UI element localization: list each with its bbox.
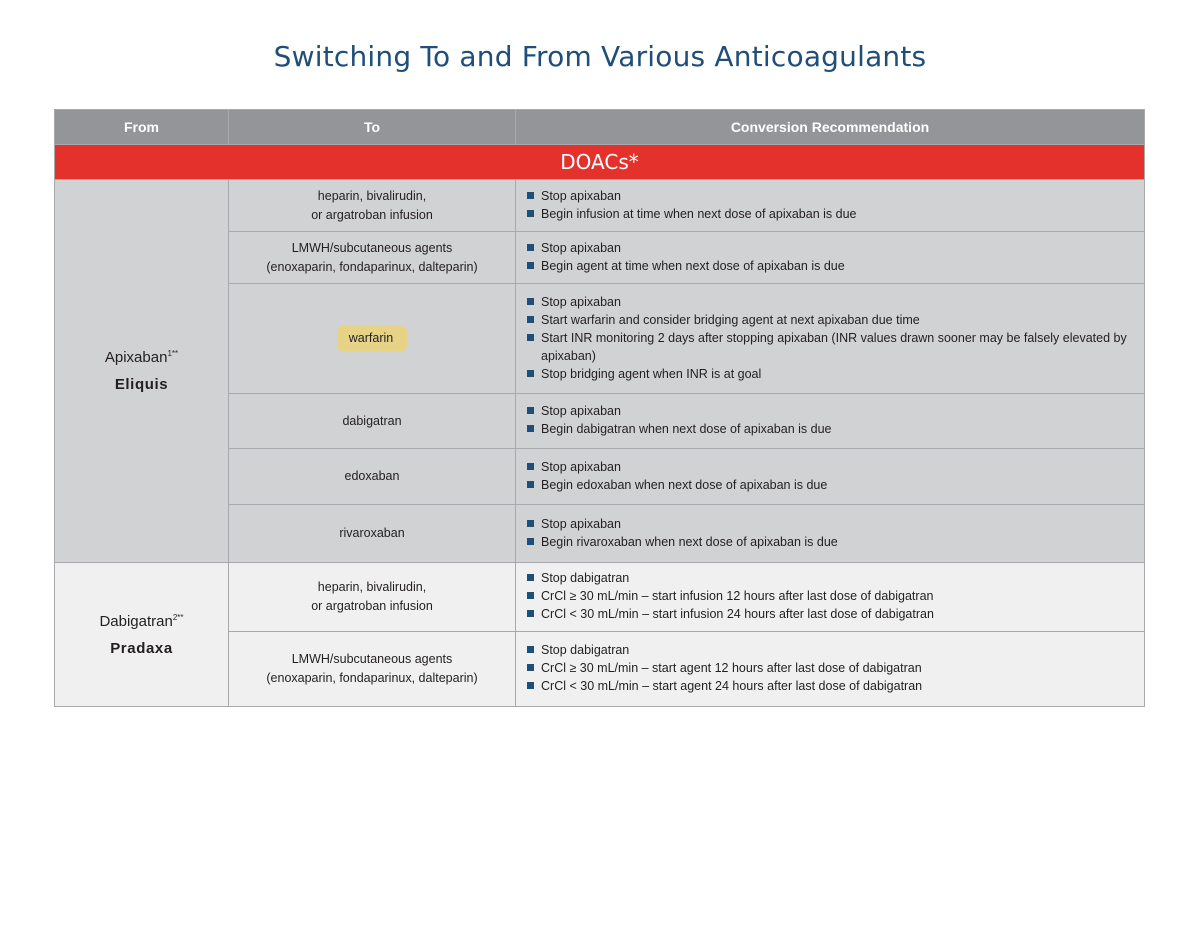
list-item: Stop apixaban <box>526 239 1134 257</box>
page-title: Switching To and From Various Anticoagulants <box>273 40 927 73</box>
list-item: Stop bridging agent when INR is at goal <box>526 365 1134 383</box>
list-item: Stop apixaban <box>526 187 1134 205</box>
list-item: CrCl ≥ 30 mL/min – start agent 12 hours after last dose of dabigatran <box>526 659 1134 677</box>
list-item: CrCl < 30 mL/min – start agent 24 hours after last dose of dabigatran <box>526 677 1134 695</box>
recommendation-cell <box>516 394 1145 449</box>
from-apixaban <box>55 180 229 563</box>
header-recommendation: Conversion Recommendation <box>516 110 1145 145</box>
to-cell: edoxaban <box>229 449 516 505</box>
list-item: Stop dabigatran <box>526 569 1134 587</box>
from-dabigatran <box>55 563 229 707</box>
header-to: To <box>229 110 516 145</box>
list-item: Begin edoxaban when next dose of apixaban is due <box>526 476 1134 494</box>
table-row <box>55 180 1145 232</box>
from-generic-name: Apixaban$^{1**}$ <box>104 349 179 366</box>
list-item: CrCl ≥ 30 mL/min – start infusion 12 hours after last dose of dabigatran <box>526 587 1134 605</box>
from-generic-name: Dabigatran$^{2**}$ <box>99 612 184 630</box>
to-cell: LMWH/subcutaneous agents (enoxaparin, fondaparinux, dalteparin) <box>229 632 516 707</box>
list-item: Stop apixaban <box>526 458 1134 476</box>
to-cell: dabigatran <box>229 394 516 449</box>
table-row <box>55 563 1145 632</box>
list-item: Start warfarin and consider bridging agent at next apixaban due time <box>526 311 1134 329</box>
section-doacs: DOACs* <box>55 145 1145 180</box>
list-item: Begin agent at time when next dose of apixaban is due <box>526 257 1134 275</box>
recommendation-cell <box>516 449 1145 505</box>
recommendation-cell <box>516 632 1145 707</box>
table-header-row <box>55 110 1145 145</box>
to-cell: LMWH/subcutaneous agents (enoxaparin, fondaparinux, dalteparin) <box>229 232 516 284</box>
list-item: Begin dabigatran when next dose of apixaban is due <box>526 420 1134 438</box>
list-item: Stop apixaban <box>526 515 1134 533</box>
list-item: Start INR monitoring 2 days after stopping apixaban (INR values drawn sooner may be falsely elevated by apixaban) <box>526 329 1134 365</box>
list-item: Begin rivaroxaban when next dose of apixaban is due <box>526 533 1134 551</box>
to-cell <box>229 284 516 394</box>
conversion-table <box>54 109 1145 707</box>
list-item: Stop apixaban <box>526 402 1134 420</box>
recommendation-cell <box>516 284 1145 394</box>
list-item: CrCl < 30 mL/min – start infusion 24 hours after last dose of dabigatran <box>526 605 1134 623</box>
list-item: Stop apixaban <box>526 293 1134 311</box>
list-item: Begin infusion at time when next dose of apixaban is due <box>526 205 1134 223</box>
recommendation-cell <box>516 232 1145 284</box>
list-item: Stop dabigatran <box>526 641 1134 659</box>
highlighted-text: warfarin <box>337 326 407 351</box>
section-row <box>55 145 1145 180</box>
to-cell: heparin, bivalirudin, or argatroban infusion <box>229 563 516 632</box>
header-from: From <box>55 110 229 145</box>
recommendation-cell <box>516 563 1145 632</box>
recommendation-cell <box>516 505 1145 563</box>
to-cell: rivaroxaban <box>229 505 516 563</box>
from-brand-name: Pradaxa <box>110 639 173 657</box>
recommendation-cell <box>516 180 1145 232</box>
from-brand-name: Eliquis <box>114 376 169 393</box>
to-cell: heparin, bivalirudin, or argatroban infusion <box>229 180 516 232</box>
